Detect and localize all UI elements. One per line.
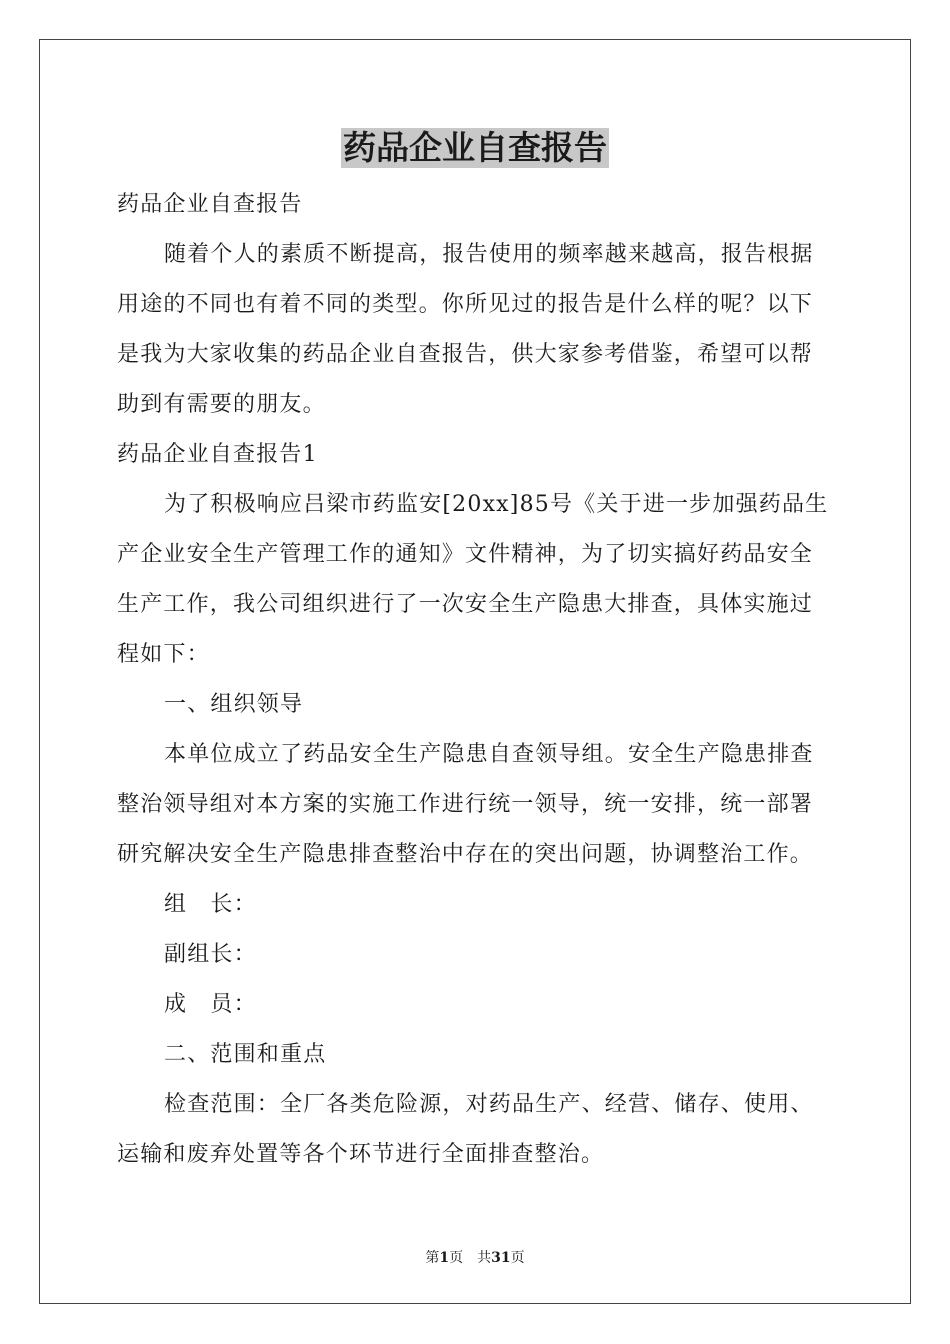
intro-paragraph: 随着个人的素质不断提高，报告使用的频率越来越高，报告根据用途的不同也有着不同的类型。你所见过的报告是什么样的呢？以下是我为大家收集的药品企业自查报告，供大家参考借鉴，希望可以帮助到有需要的朋友。 [117, 242, 814, 417]
deputy-leader-line: 副组长： [164, 942, 257, 967]
subtitle-paragraph: 药品企业自查报告 [117, 192, 303, 217]
heading-organization-leadership: 一、组织领导 [164, 692, 304, 717]
total-unit: 页 [510, 1250, 525, 1266]
heading-scope-focus: 二、范围和重点 [164, 1042, 327, 1067]
current-page-number: 1 [439, 1250, 450, 1266]
section-heading-report-1: 药品企业自查报告1 [117, 442, 318, 467]
page-unit: 页 [449, 1250, 464, 1266]
document-title: 药品企业自查报告 [343, 128, 607, 167]
total-page-number: 31 [491, 1250, 511, 1266]
page-footer [0, 1247, 950, 1267]
leadership-paragraph: 本单位成立了药品安全生产隐患自查领导组。安全生产隐患排查整治领导组对本方案的实施工作进行统一领导，统一安排，统一部署研究解决安全生产隐患排查整治中存在的突出问题，协调整治工作。 [117, 742, 814, 867]
members-line: 成 员： [164, 992, 257, 1017]
team-leader-line: 组 长： [164, 892, 257, 917]
document-body [117, 180, 833, 1180]
total-prefix: 共 [477, 1250, 492, 1266]
page-prefix: 第 [425, 1250, 440, 1266]
report-1-paragraph: 为了积极响应吕梁市药监安[20xx]85号《关于进一步加强药品生产企业安全生产管理工作的通知》文件精神，为了切实搞好药品安全生产工作，我公司组织进行了一次安全生产隐患大排查，具体实施过程如下： [117, 492, 829, 667]
inspection-scope-paragraph: 检查范围：全厂各类危险源，对药品生产、经营、储存、使用、运输和废弃处置等各个环节进行全面排查整治。 [117, 1092, 814, 1167]
title-container [0, 128, 950, 168]
